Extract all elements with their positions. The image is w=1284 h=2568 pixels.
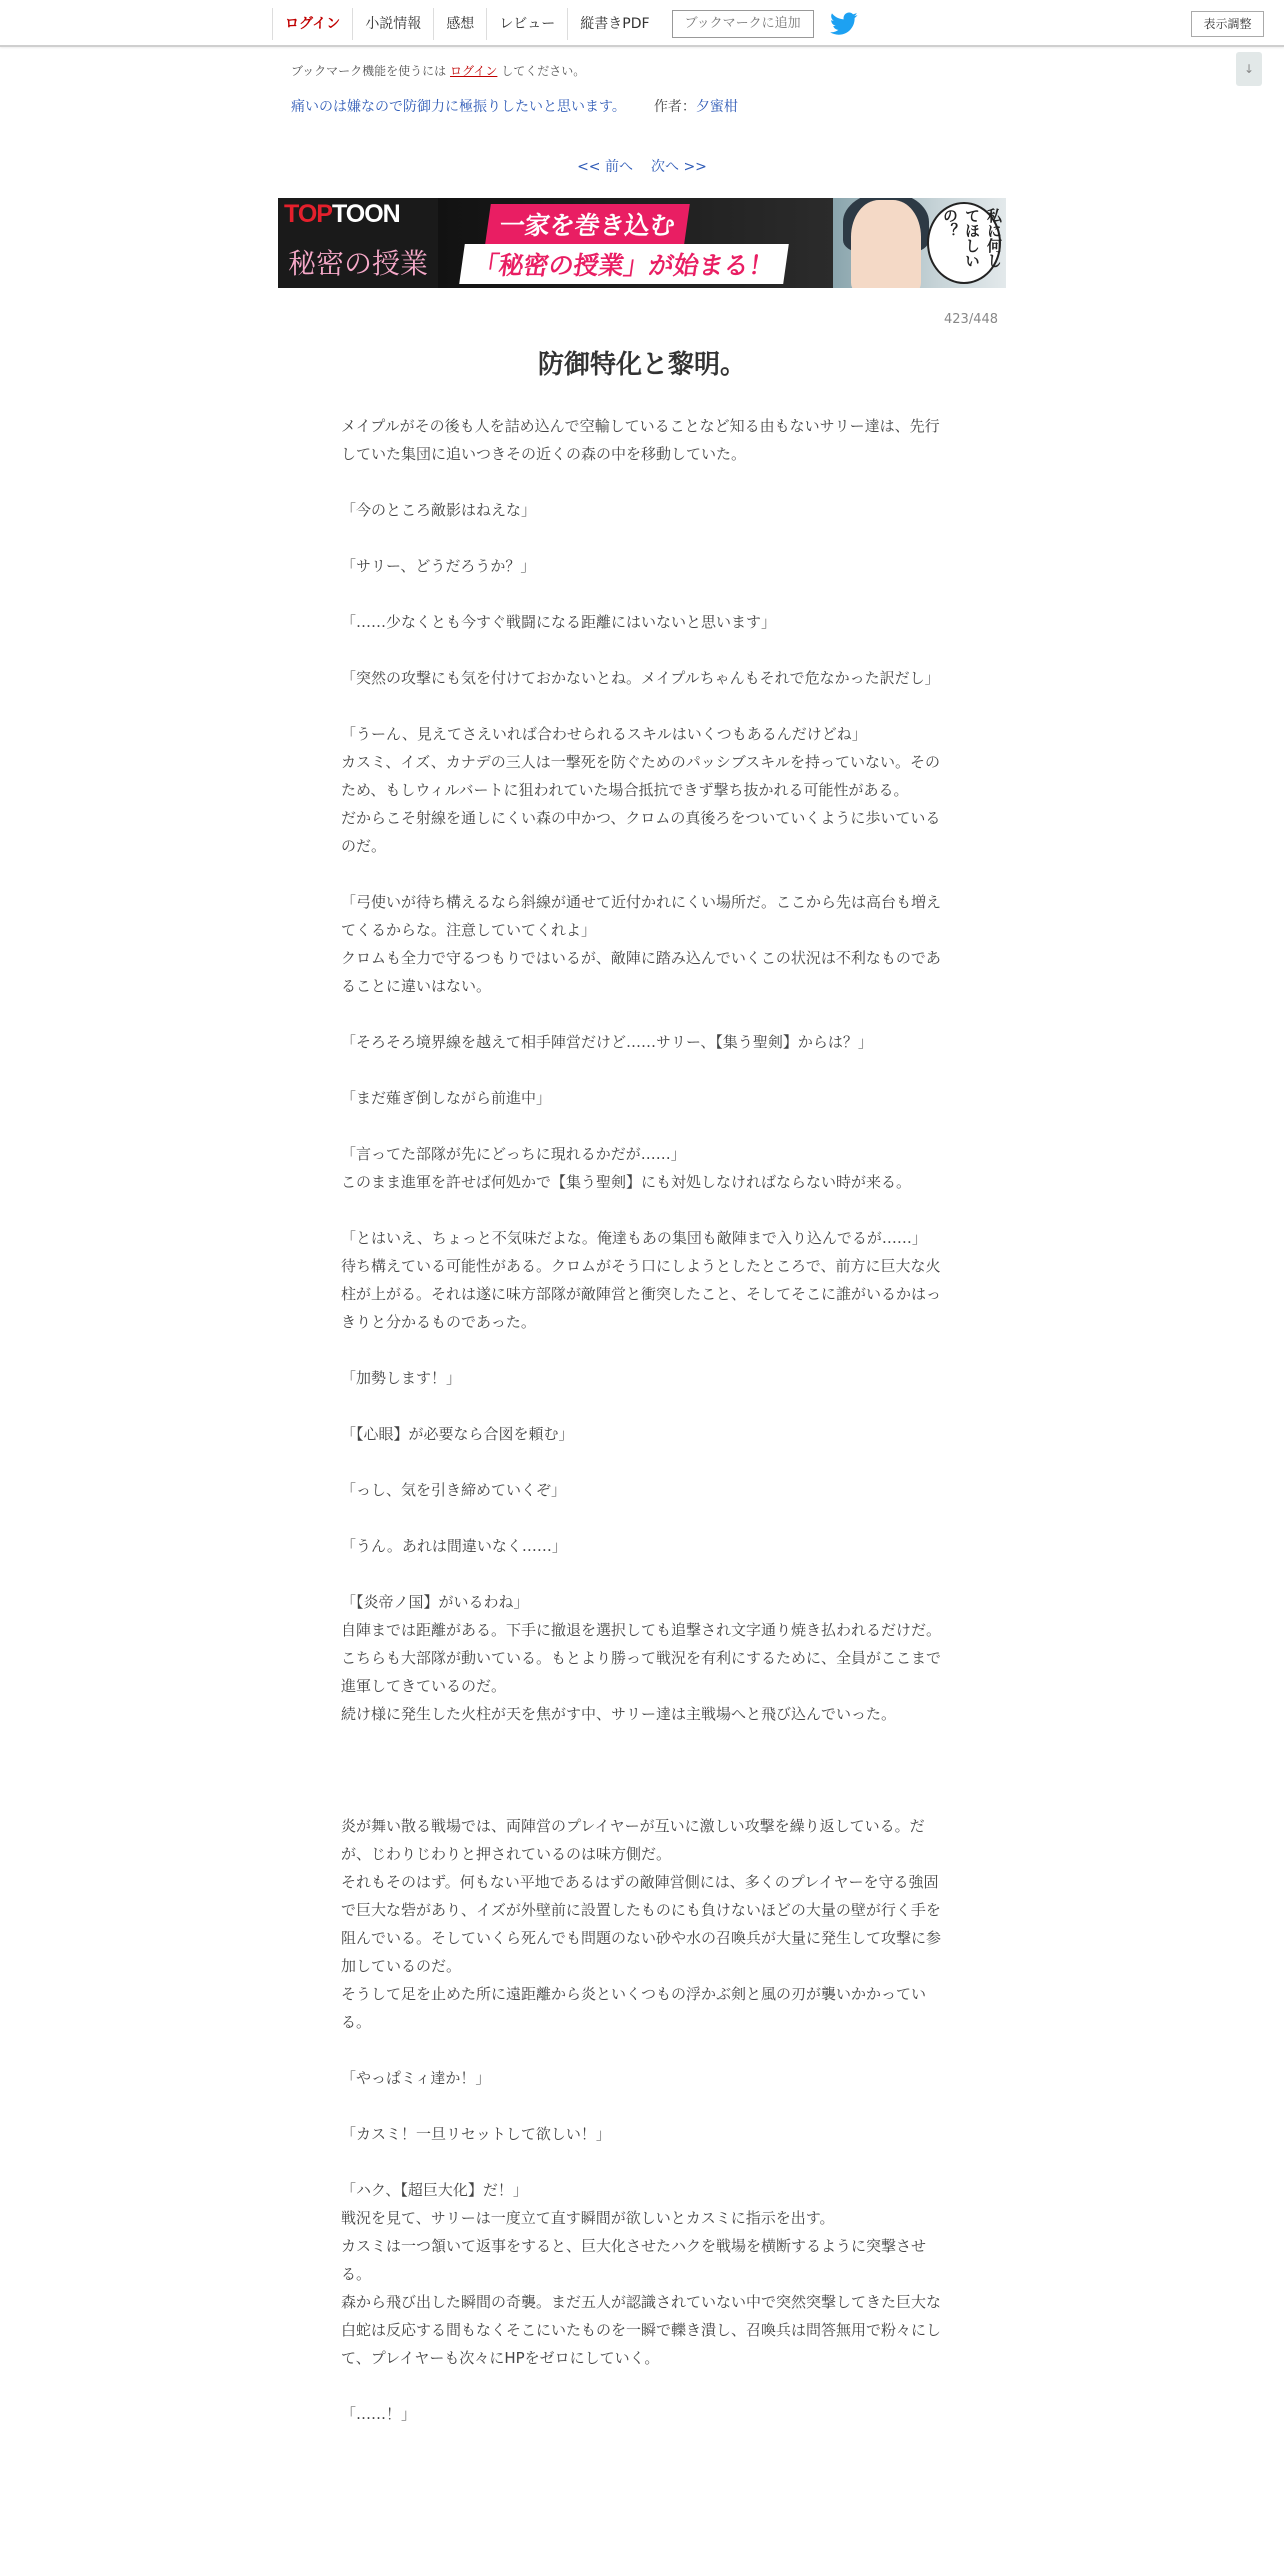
body-paragraph: 「やっぱミィ達か！」 [341,2069,491,2087]
ad-banner[interactable] [278,198,1006,288]
bookmark-notice [291,62,585,79]
banner-logo: TOPTOON [284,200,400,228]
top-navigation-bar [0,0,1284,47]
body-paragraph: 「とはいえ、ちょっと不気味だよな。俺達もあの集団も敵陣まで入り込んでるが……」 [341,1229,927,1247]
impressions-link[interactable]: 感想 [433,8,486,40]
login-link[interactable]: ログイン [272,8,352,40]
blank-line [341,580,943,608]
body-paragraph: 「……！」 [341,2405,417,2423]
body-paragraph: 待ち構えている可能性がある。クロムがそう口にしようとしたところで、前方に巨大な火柱が上がる。それは遂に味方部隊が敵陣営と衝突したこと、そしてそこに誰がいるかはっきりと分かるものであった。 [341,1257,942,1331]
body-paragraph: 「まだ薙ぎ倒しながら前進中」 [341,1089,552,1107]
body-paragraph: 「サリー、どうだろうか？」 [341,557,536,575]
author-label: 作者： [653,99,696,115]
body-paragraph: 「弓使いが待ち構えるなら斜線が通せて近付かれにくい場所だ。ここから先は高台も増えてくるからな。注意していてくれよ」 [341,893,942,939]
novel-title-link[interactable]: 痛いのは嫌なので防御力に極振りしたいと思います。 [291,99,626,115]
chapter-title: 防御特化と黎明。 [537,350,746,380]
body-paragraph: 「言ってた部隊が先にどっちに現れるかだが……」 [341,1145,686,1163]
blank-line [341,1392,943,1420]
blank-line [341,1336,943,1364]
body-paragraph: 「っし、気を引き締めていくぞ」 [341,1481,567,1499]
banner-illustration [833,198,1006,288]
chapter-counter: 423/448 [944,312,999,327]
body-paragraph: このまま進軍を許せば何処かで【集う聖剣】にも対処しなければならない時が来る。 [341,1173,912,1191]
body-paragraph: 「カスミ！一旦リセットして欲しい！」 [341,2125,611,2143]
bookmark-notice-before: ブックマーク機能を使うには [291,64,450,78]
bookmark-notice-after: してください。 [497,64,586,78]
blank-line [341,2372,943,2400]
body-paragraph: 戦況を見て、サリーは一度立て直す瞬間が欲しいとカスミに指示を出す。 [341,2209,835,2227]
body-paragraph: メイプルがその後も人を詰め込んで空輸していることなど知る由もないサリー達は、先行していた集団に追いつきその近くの森の中を移動していた。 [341,417,940,463]
blank-line [341,2092,943,2120]
banner-brand-panel [278,198,438,288]
blank-line [341,468,943,496]
twitter-icon[interactable] [830,12,858,36]
blank-line [341,1000,943,1028]
body-paragraph: 「……少なくとも今すぐ戦闘になる距離にはいないと思います」 [341,613,777,631]
chapter-pager [0,156,1284,176]
blank-line [341,1784,943,1812]
vertical-pdf-link[interactable]: 縦書きPDF [567,8,661,40]
body-paragraph: 炎が舞い散る戦場では、両陣営のプレイヤーが互いに激しい攻撃を繰り返している。だが、じわりじわりと押されているのは味方側だ。 [341,1817,925,1863]
blank-line [341,860,943,888]
blank-line [341,692,943,720]
banner-character-face [851,200,921,288]
blank-line [341,636,943,664]
body-paragraph: 森から飛び出した瞬間の奇襲。まだ五人が認識されていない中で突然突撃してきた巨大な白蛇は反応する間もなくそこにいたものを一瞬で轢き潰し、召喚兵は問答無用で粉々にして、プレイヤーも次々にHPをゼロにしていく。 [341,2293,942,2367]
blank-line [341,1112,943,1140]
blank-line [341,1756,943,1784]
body-paragraph: 「今のところ敵影はねえな」 [341,501,537,519]
prev-chapter-link[interactable]: << 前へ [577,159,633,175]
body-paragraph: 「加勢します！」 [341,1369,462,1387]
banner-copy-line1: 一家を巻き込む [485,204,690,244]
body-paragraph: 続け様に発生した火柱が天を焦がす中、サリー達は主戦場へと飛び込んでいった。 [341,1705,897,1723]
blank-line [341,1728,943,1756]
body-paragraph: 自陣までは距離がある。下手に撤退を選択しても追撃され文字通り焼き払われるだけだ。 [341,1621,942,1639]
body-paragraph: 「突然の攻撃にも気を付けておかないとね。メイプルちゃんもそれで危なかった訳だし」 [341,669,940,687]
body-paragraph: カスミ、イズ、カナデの三人は一撃死を防ぐためのパッシブスキルを持っていない。そのため、もしウィルバートに狙われていた場合抵抗できず撃ち抜かれる可能性がある。 [341,753,940,799]
banner-bubble-text: 私に何してほしいの？ [941,208,1003,268]
blank-line [341,1448,943,1476]
bookmark-notice-login-link[interactable]: ログイン [449,64,498,78]
bookmark-add-button[interactable]: ブックマークに追加 [672,10,814,38]
review-link[interactable]: レビュー [486,8,567,40]
blank-line [341,1504,943,1532]
blank-line [341,1196,943,1224]
next-chapter-link[interactable]: 次へ >> [651,159,707,175]
body-paragraph: 「うん。あれは間違いなく……」 [341,1537,567,1555]
body-paragraph: だからこそ射線を通しにくい森の中かつ、クロムの真後ろをついていくように歩いているのだ。 [341,809,941,855]
body-paragraph: こちらも大部隊が動いている。もとより勝って戦況を有利にするために、全員がここまで進軍してきているのだ。 [341,1649,942,1695]
blank-line [341,1056,943,1084]
body-paragraph: 「そろそろ境界線を越えて相手陣営だけど……サリー、【集う聖剣】からは？」 [341,1033,873,1051]
blank-line [341,1560,943,1588]
scroll-down-tab[interactable]: ↓ [1236,52,1262,86]
body-paragraph: 「【炎帝ノ国】がいるわね」 [341,1593,529,1611]
author-link[interactable]: 夕蜜柑 [695,99,738,115]
novel-header [291,96,738,116]
nav-menu [272,8,858,40]
blank-line [341,2148,943,2176]
body-paragraph: 「ハク、【超巨大化】だ！」 [341,2181,528,2199]
novel-info-link[interactable]: 小説情報 [352,8,433,40]
body-paragraph: 「【心眼】が必要なら合図を頼む」 [341,1425,574,1443]
banner-copy-line2: 「秘密の授業」が始まる！ [459,244,789,284]
body-paragraph: カスミは一つ頷いて返事をすると、巨大化させたハクを戦場を横断するように突撃させる。 [341,2237,927,2283]
body-paragraph: そうして足を止めた所に遠距離から炎といくつもの浮かぶ剣と風の刃が襲いかかっている。 [341,1985,927,2031]
body-paragraph: クロムも全力で守るつもりではいるが、敵陣に踏み込んでいくこの状況は不利なものであることに違いはない。 [341,949,941,995]
body-paragraph: 「うーん、見えてさえいれば合わせられるスキルはいくつもあるんだけどね」 [341,725,867,743]
blank-line [341,2036,943,2064]
banner-copy-panel [438,198,833,288]
display-settings-button[interactable]: 表示調整 [1191,11,1264,37]
blank-line [341,524,943,552]
body-paragraph: それもそのはず。何もない平地であるはずの敵陣営側には、多くのプレイヤーを守る強固で巨大な砦があり、イズが外壁前に設置したものにも負けないほどの大量の壁が行く手を阻んでいる。そしていくら死んでも問題のない砂や水の召喚兵が大量に発生して攻撃に参加しているのだ。 [341,1873,942,1975]
banner-subtitle: 秘密の授業 [288,247,429,280]
chapter-body [341,412,943,2428]
